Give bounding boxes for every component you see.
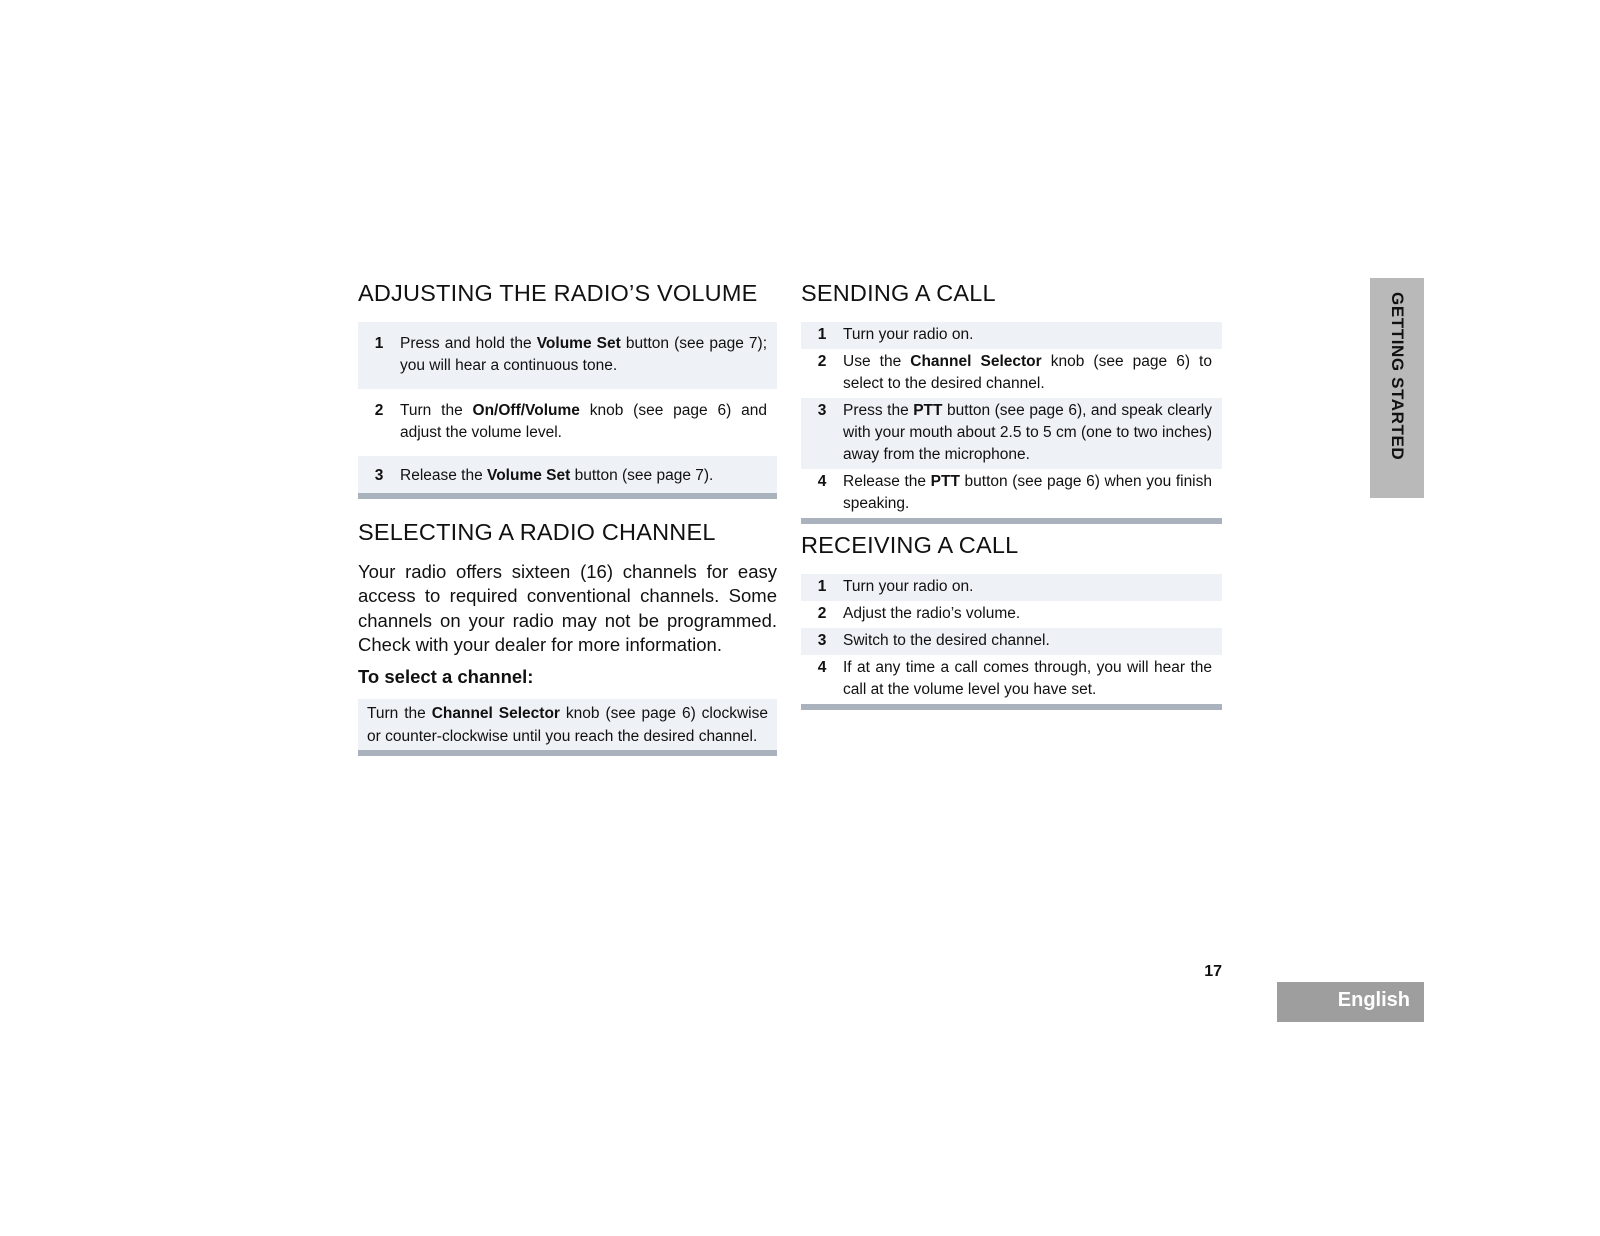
sending-section-title: SENDING A CALL bbox=[801, 280, 996, 306]
table-row bbox=[358, 456, 777, 493]
table-row bbox=[801, 322, 1222, 349]
step-text: Press the PTT button (see page 6), and speak clearly with your mouth about 2.5 to 5 cm (one to two inches) away from the microphone. bbox=[843, 402, 1212, 463]
language-tab: English bbox=[1277, 982, 1424, 1022]
step-text: Turn your radio on. bbox=[843, 578, 974, 595]
step-number: 1 bbox=[817, 578, 827, 595]
channel-instruction-box: Turn the Channel Selector knob (see page 6) clockwise or counter-clockwise until you reach the desired channel. bbox=[358, 699, 777, 756]
step-text: Use the Channel Selector knob (see page 6) to select to the desired channel. bbox=[843, 353, 1212, 392]
step-number: 2 bbox=[374, 402, 384, 419]
table-row bbox=[801, 469, 1222, 518]
step-number: 1 bbox=[817, 326, 827, 343]
step-number: 3 bbox=[817, 632, 827, 649]
channel-intro: Your radio offers sixteen (16) channels for easy access to required conventional channels. Some channels on your radio may not be programmed. Check with your dealer for more information. bbox=[358, 561, 777, 655]
table-row bbox=[801, 655, 1222, 704]
right-column bbox=[801, 278, 1222, 710]
table-row bbox=[801, 574, 1222, 601]
step-text: Release the Volume Set button (see page 7). bbox=[400, 467, 714, 484]
step-text: If at any time a call comes through, you will hear the call at the volume level you have set. bbox=[843, 659, 1212, 698]
step-text: Release the PTT button (see page 6) when you finish speaking. bbox=[843, 473, 1212, 512]
table-row bbox=[358, 389, 777, 456]
step-text: Turn your radio on. bbox=[843, 326, 974, 343]
step-number: 4 bbox=[817, 659, 827, 676]
step-text: Press and hold the Volume Set button (see page 7); you will hear a continuous tone. bbox=[400, 335, 768, 374]
left-column bbox=[358, 278, 777, 756]
receiving-steps-table bbox=[801, 574, 1222, 710]
channel-subheading: To select a channel: bbox=[358, 666, 534, 688]
table-row bbox=[358, 322, 777, 389]
sending-steps-table bbox=[801, 322, 1222, 524]
page-number: 17 bbox=[1204, 963, 1222, 980]
step-number: 3 bbox=[817, 402, 827, 419]
step-text: Adjust the radio’s volume. bbox=[843, 605, 1021, 622]
step-number: 4 bbox=[817, 473, 827, 490]
side-tab-label: GETTING STARTED bbox=[1388, 292, 1407, 461]
receiving-section-title: RECEIVING A CALL bbox=[801, 532, 1019, 558]
volume-section-title: ADJUSTING THE RADIO’S VOLUME bbox=[358, 280, 758, 306]
table-row bbox=[801, 628, 1222, 655]
step-number: 1 bbox=[374, 335, 384, 352]
section-side-tab bbox=[1370, 278, 1424, 498]
table-row bbox=[801, 349, 1222, 398]
table-row bbox=[801, 398, 1222, 469]
step-number: 2 bbox=[817, 353, 827, 370]
table-row bbox=[801, 601, 1222, 628]
volume-steps-table bbox=[358, 322, 777, 499]
step-text: Switch to the desired channel. bbox=[843, 632, 1050, 649]
step-number: 2 bbox=[817, 605, 827, 622]
step-text: Turn the On/Off/Volume knob (see page 6) and adjust the volume level. bbox=[400, 402, 767, 441]
channel-section-title: SELECTING A RADIO CHANNEL bbox=[358, 519, 716, 545]
step-number: 3 bbox=[374, 467, 384, 484]
